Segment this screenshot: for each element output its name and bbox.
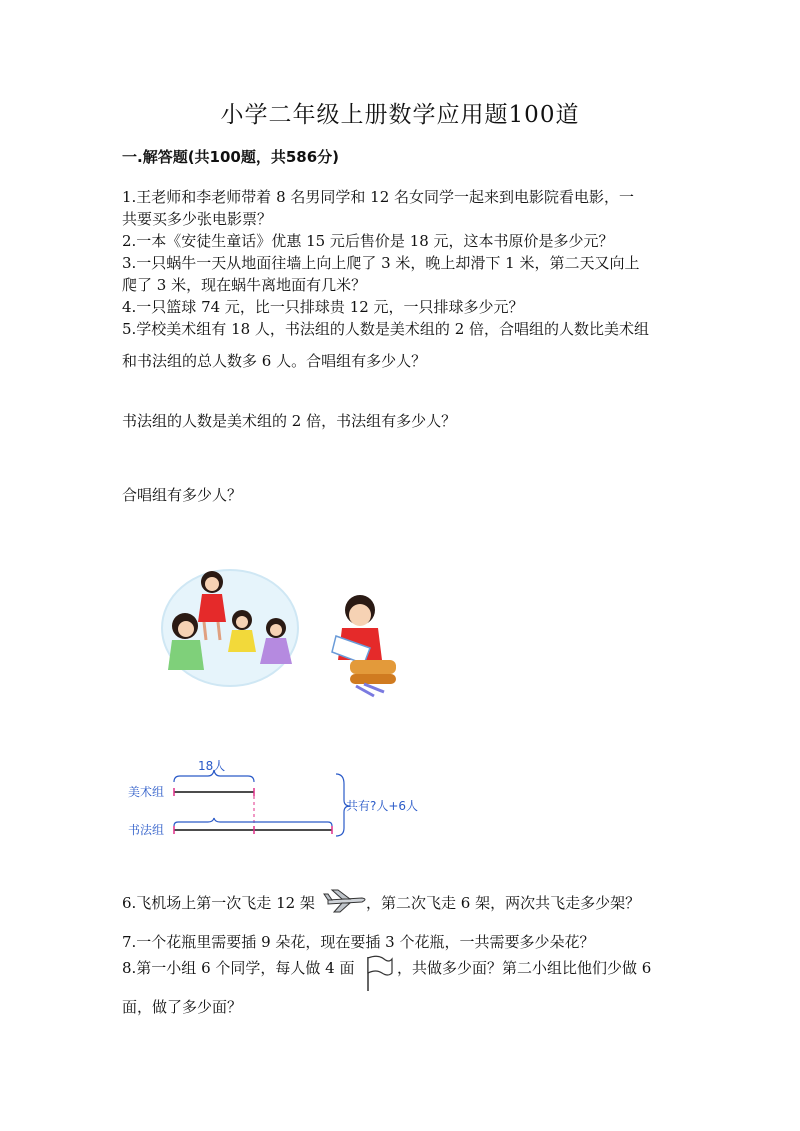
question-6-part-2: ，第二次飞走 6 架，两次共飞走多少架？: [366, 894, 641, 912]
question-4: 4.一只篮球 74 元，比一只排球贵 12 元，一只排球多少元？: [122, 298, 524, 316]
question-8-part-1: 8.第一小组 6 个同学，每人做 4 面: [122, 959, 355, 977]
question-5-subquestion-1: 书法组的人数是美术组的 2 倍，书法组有多少人？: [122, 412, 457, 430]
question-1-line-2: 共要买多少张电影票？: [122, 210, 273, 228]
question-1-line-1: 1.王老师和李老师带着 8 名男同学和 12 名女同学一起来到电影院看电影，一: [122, 188, 635, 206]
diagram-row2-label: 书法组: [128, 823, 165, 837]
airplane-icon: [322, 888, 370, 914]
page-title: 小学二年级上册数学应用题100道: [220, 102, 580, 128]
question-2: 2.一本《安徒生童话》优惠 15 元后售价是 18 元，这本书原价是多少元？: [122, 232, 614, 250]
question-6-part-1: 6.飞机场上第一次飞走 12 架: [122, 894, 315, 912]
question-5-line-2: 和书法组的总人数多 6 人。合唱组有多少人？: [122, 352, 427, 370]
diagram-top-label: 18人: [198, 759, 226, 773]
section-heading: 一.解答题(共100题，共586分): [122, 148, 340, 166]
question-5-subquestion-2: 合唱组有多少人？: [122, 486, 243, 504]
flag-icon: [364, 955, 394, 993]
question-8-part-2: ，共做多少面？第二小组比他们少做 6: [397, 959, 652, 977]
question-5-line-1: 5.学校美术组有 18 人，书法组的人数是美术组的 2 倍，合唱组的人数比美术组: [122, 320, 650, 338]
line-segment-diagram: [118, 752, 448, 852]
diagram-brace-label: 共有?人+6人: [346, 799, 419, 813]
question-3-line-1: 3.一只蜗牛一天从地面往墙上向上爬了 3 米，晚上却滑下 1 米，第二天又向上: [122, 254, 640, 272]
question-3-line-2: 爬了 3 米，现在蜗牛离地面有几米？: [122, 276, 367, 294]
children-illustration: [160, 560, 420, 705]
diagram-row1-label: 美术组: [128, 785, 165, 799]
question-8-line-2: 面，做了多少面？: [122, 998, 243, 1016]
question-7: 7.一个花瓶里需要插 9 朵花，现在要插 3 个花瓶，一共需要多少朵花？: [122, 933, 595, 951]
